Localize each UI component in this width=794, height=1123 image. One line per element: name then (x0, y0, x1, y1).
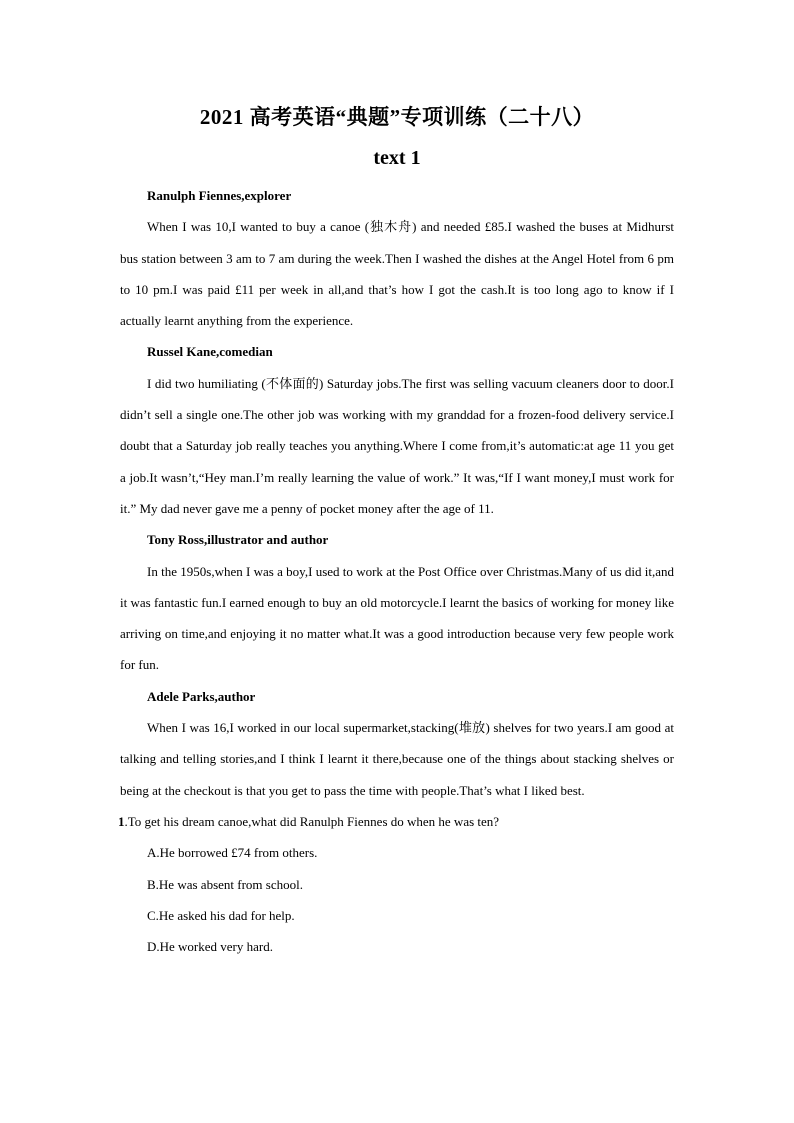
section-paragraph: When I was 16,I worked in our local supermarket,stacking(堆放) shelves for two years.I am good at talking and telling stories,and I think I learnt it there,because one of the things about stacking shelves or being at the checkout is that you get to pass the time with people.That’s what I liked best. (120, 720, 674, 798)
document-subtitle: text 1 (373, 147, 421, 169)
option-b: B.He was absent from school. (147, 876, 303, 892)
question-text: .To get his dream canoe,what did Ranulph Fiennes do when he was ten? (124, 813, 500, 829)
option-a: A.He borrowed £74 from others. (147, 845, 318, 861)
section-paragraph: In the 1950s,when I was a boy,I used to work at the Post Office over Christmas.Many of us did it,and it was fantastic fun.I earned enough to buy an old motorcycle.I learnt the basics of working for money like arriving on time,and enjoying it no matter what.It was a good introduction because very few people work for fun. (120, 563, 674, 673)
section-ranulph-fiennes (120, 180, 674, 336)
section-heading: Tony Ross,illustrator and author (147, 532, 329, 548)
section-heading: Ranulph Fiennes,explorer (147, 188, 292, 203)
document-title: 2021 高考英语“典题”专项训练（二十八） (199, 105, 595, 129)
section-heading: Adele Parks,author (147, 688, 256, 704)
document-body (120, 180, 674, 962)
section-paragraph: I did two humiliating (不体面的) Saturday jobs.The first was selling vacuum cleaners door to door.I didn’t sell a single one.The other job was working with my granddad for a frozen-food delivery service.I doubt that a Saturday job really teaches you anything.Where I come from,it’s automatic:at age 11 you get a job.It wasn’t,“Hey man.I’m really learning the value of work.” It was,“If I want money,I must work for it.” My dad never gave me a penny of pocket money after the age of 11. (120, 375, 674, 516)
section-tony-ross (120, 524, 674, 680)
section-heading: Russel Kane,comedian (147, 344, 273, 360)
question-1 (118, 806, 674, 837)
section-paragraph: When I was 10,I wanted to buy a canoe (独木舟) and needed £85.I washed the buses at Midhurst bus station between 3 am to 7 am during the week.Then I washed the dishes at the Angel Hotel from 6 pm to 10 pm.I was paid £11 per week in all,and that’s how I got the cash.It is too long ago to know if I actually learnt anything from the experience. (120, 219, 674, 329)
section-adele-parks (120, 681, 674, 806)
option-c: C.He asked his dad for help. (147, 907, 295, 923)
section-russel-kane (120, 336, 674, 524)
question-number: 1 (118, 813, 125, 829)
option-d: D.He worked very hard. (147, 939, 273, 955)
